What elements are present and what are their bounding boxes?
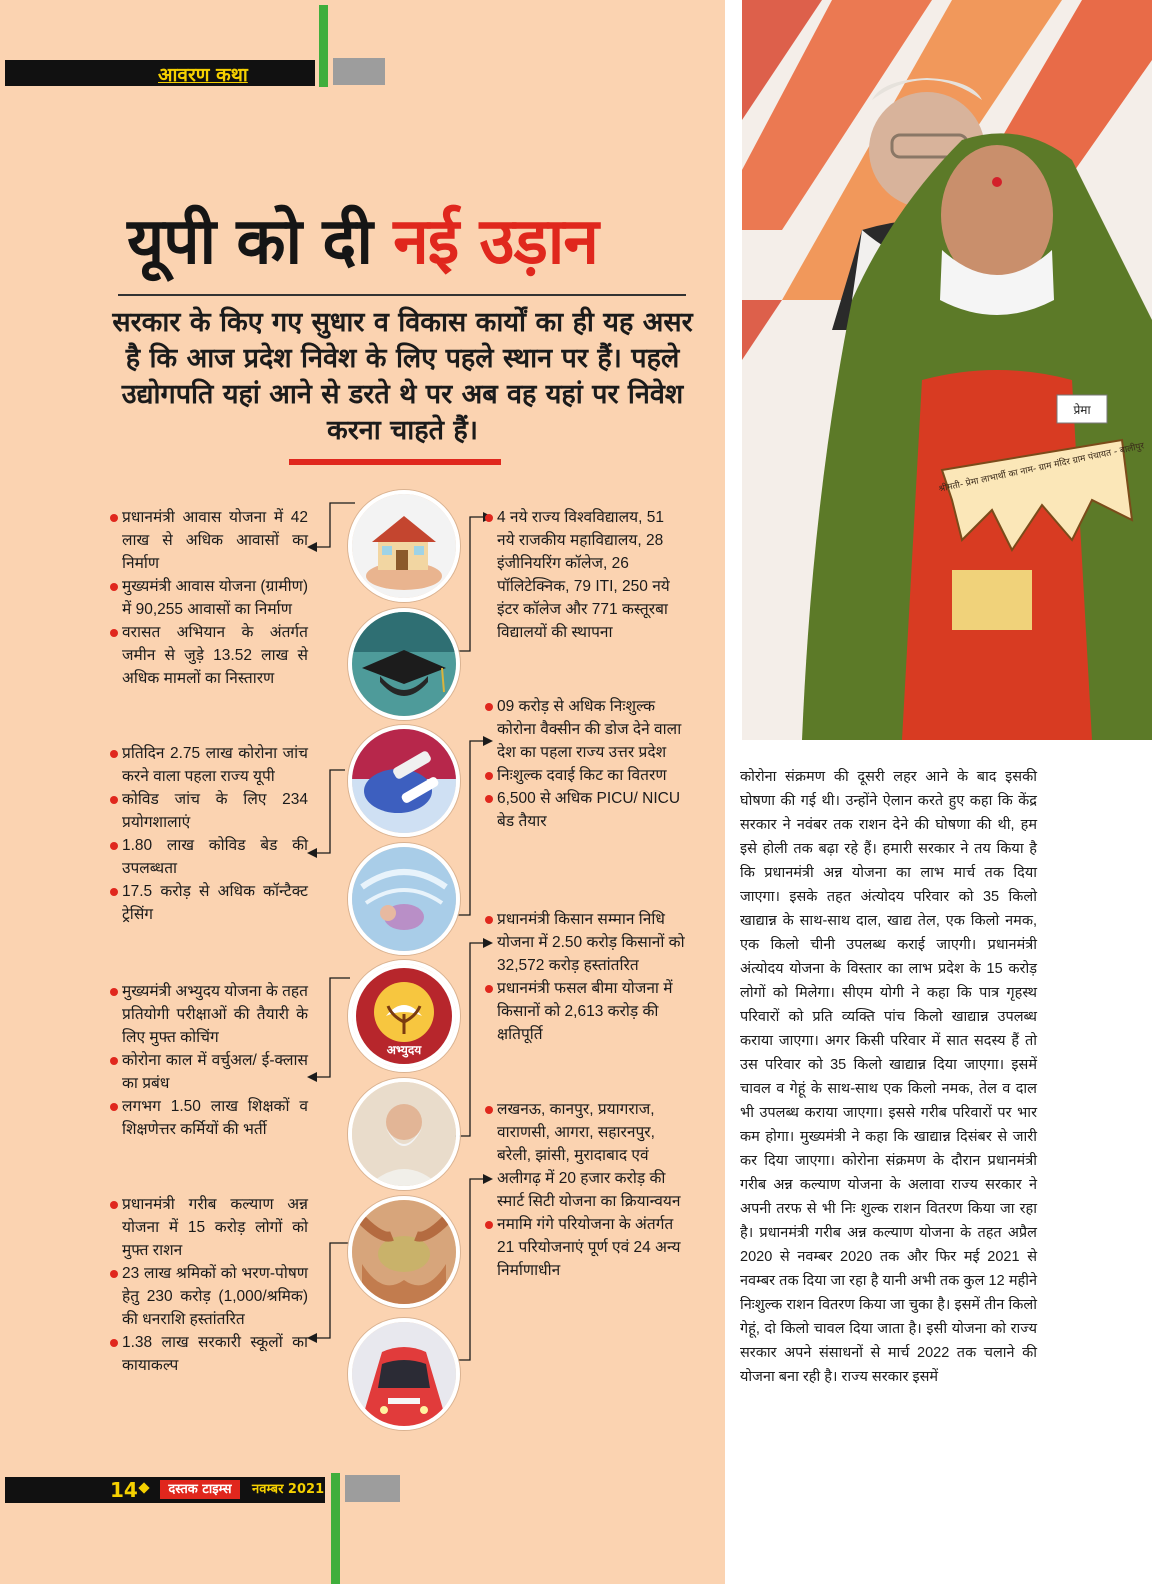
intro-text: सरकार के किए गए सुधार व विकास कार्यों का ही यह असर है कि आज प्रदेश निवेश के लिए पहले स्थान पर हैं। पहले उद्योगपति यहां आने से डरते थे पर अब वह यहां पर निवेश करना चाहते हैं।	[112, 307, 693, 446]
nicu-baby-icon	[348, 843, 460, 955]
photo-card-text: श्रीमती- प्रेमा लाभार्थी का नाम- ग्राम मंदिर ग्राम पंचायत - बालीपुर	[937, 441, 1146, 495]
headline-part2: नई उड़ान	[393, 205, 598, 279]
footer-gray-block	[345, 1475, 400, 1502]
grain-hands-icon	[348, 1196, 460, 1308]
graduation-cap-icon	[348, 608, 460, 720]
list-item: 1.80 लाख कोविड बेड की उपलब्धता	[110, 834, 308, 880]
right-bullets-group-2	[485, 695, 685, 833]
housing-icon	[348, 490, 460, 602]
list-item: प्रधानमंत्री आवास योजना में 42 लाख से अधिक आवासों का निर्माण	[110, 506, 308, 575]
list-item: कोरोना काल में वर्चुअल/ ई-क्लास का प्रबंध	[110, 1049, 308, 1095]
covid-test-icon	[348, 725, 460, 837]
list-item: 23 लाख श्रमिकों को भरण-पोषण हेतु 230 करोड़ (1,000/श्रमिक) की धनराशि हस्तांतरित	[110, 1262, 308, 1331]
list-item: लगभग 1.50 लाख शिक्षकों व शिक्षणेत्तर कर्मियों की भर्ती	[110, 1095, 308, 1141]
list-item: 6,500 से अधिक PICU/ NICU बेड तैयार	[485, 787, 685, 833]
list-item: 17.5 करोड़ से अधिक कॉन्टैक्ट ट्रेसिंग	[110, 880, 308, 926]
headline-part1: यूपी को दी	[127, 205, 394, 279]
metro-train-icon	[348, 1318, 460, 1430]
right-bullets-group-1	[485, 506, 685, 644]
list-item: कोविड जांच के लिए 234 प्रयोगशालाएं	[110, 788, 308, 834]
list-item: 4 नये राज्य विश्वविद्यालय, 51 नये राजकीय महाविद्यालय, 28 इंजीनियरिंग कॉलेज, 26 पॉलिटेक्निक, 79 ITI, 250 नये इंटर कॉलेज और 771 कस्तूरबा विद्यालयों की स्थापना	[485, 506, 685, 644]
list-item: प्रधानमंत्री फसल बीमा योजना में किसानों को 2,613 करोड़ की क्षतिपूर्ति	[485, 977, 685, 1046]
list-item: मुख्यमंत्री अभ्युदय योजना के तहत प्रतियोगी परीक्षाओं की तैयारी के लिए मुफ्त कोचिंग	[110, 980, 308, 1049]
list-item: लखनऊ, कानपुर, प्रयागराज, वाराणसी, आगरा, सहारनपुर, बरेली, झांसी, मुरादाबाद एवं अलीगढ़ में 20 हजार करोड़ की स्मार्ट सिटी योजना का क्रियान्वयन	[485, 1098, 685, 1213]
page-number: 14	[110, 1478, 138, 1502]
right-bullets-group-3	[485, 908, 685, 1046]
list-item: मुख्यमंत्री आवास योजना (ग्रामीण) में 90,255 आवासों का निर्माण	[110, 575, 308, 621]
section-label: आवरण कथा	[158, 64, 248, 86]
left-bullets-group-4	[110, 1193, 308, 1377]
magazine-logo: दस्तक टाइम्स	[160, 1480, 240, 1499]
beneficiary-photo	[742, 0, 1152, 740]
abhyuday-logo-icon	[348, 960, 460, 1072]
list-item: 1.38 लाख सरकारी स्कूलों का कायाकल्प	[110, 1331, 308, 1377]
list-item: 09 करोड़ से अधिक निःशुल्क कोरोना वैक्सीन की डोज देने वाला देश का पहला राज्य उत्तर प्रदेश	[485, 695, 685, 764]
leader-portrait-icon	[348, 1078, 460, 1190]
list-item: प्रधानमंत्री किसान सम्मान निधि योजना में 2.50 करोड़ किसानों को 32,572 करोड़ हस्तांतरित	[485, 908, 685, 977]
left-bullets-group-1	[110, 506, 308, 690]
list-item: प्रधानमंत्री गरीब कल्याण अन्न योजना में 15 करोड़ लोगों को मुफ्त राशन	[110, 1193, 308, 1262]
photo-name-badge: प्रेमा	[1073, 403, 1091, 417]
article-body: कोरोना संक्रमण की दूसरी लहर आने के बाद इसकी घोषणा की गई थी। उन्होंने ऐलान करते हुए कहा कि केंद्र सरकार ने नवंबर तक राशन देने की घोषणा की थी, हम इसे होली तक बढ़ा रहे हैं। हमारी सरकार ने तय किया है कि प्रधानमंत्री अन्न योजना का लाभ मार्च तक दिया जाएगा। इसके तहत अंत्योदय परिवार को 35 किलो खाद्यान्न के साथ-साथ दाल, खाद्य तेल, एक किलो नमक, एक किलो चीनी उपलब्ध कराई जाएगी। प्रधानमंत्री अंत्योदय योजना के विस्तार का लाभ प्रदेश के 15 करोड़ लोगों को मिलेगा। सीएम योगी ने कहा कि पात्र गृहस्थ परिवारों को प्रति व्यक्ति पांच किलो खाद्यान्न उपलब्ध कराया जाएगा। अगर किसी परिवार में सात सदस्य हैं तो उस परिवार को 35 किलो खाद्यान्न दिया जाएगा। इसमें चावल व गेहूं के साथ-साथ एक किलो नमक, तेल व दाल भी उपलब्ध कराया जाएगा। इससे गरीब परिवारों पर भार कम होगा। मुख्यमंत्री ने कहा कि खाद्यान्न दिसंबर से जारी कर दिया जाएगा। कोरोना संक्रमण के दौरान प्रधानमंत्री गरीब अन्न कल्याण योजना के अलावा राज्य सरकार ने अपनी तरफ से भी निः शुल्क राशन वितरण किया जा रहा है। प्रधानमंत्री गरीब अन्न कल्याण योजना के तहत अप्रैल 2020 से नवम्बर 2020 तक और फिर मई 2021 से नवम्बर तक दिया जा रहा है यानी अभी तक कुल 12 महीने निःशुल्क राशन वितरण किया जा चुका है। इसमें तीन किलो गेहूं, दो किलो चावल दिया जाता है। इसी योजना को राज्य सरकार अपने संसाधनों से मार्च 2022 तक चलाने की योजना बना रही है। राज्य सरकार इसमें	[740, 769, 1037, 1385]
footer-green-bar	[331, 1473, 340, 1584]
list-item: निःशुल्क दवाई किट का वितरण	[485, 764, 685, 787]
list-item: प्रतिदिन 2.75 लाख कोरोना जांच करने वाला पहला राज्य यूपी	[110, 742, 308, 788]
right-bullets-group-4	[485, 1098, 685, 1282]
abhyuday-logo-text: अभ्युदय	[386, 1043, 422, 1057]
issue-date: नवम्बर 2021	[252, 1482, 325, 1497]
left-bullets-group-2	[110, 742, 308, 926]
list-item: नमामि गंगे परियोजना के अंतर्गत 21 परियोजनाएं पूर्ण एवं 24 अन्य निर्माणाधीन	[485, 1213, 685, 1282]
list-item: वरासत अभियान के अंतर्गत जमीन से जुड़े 13.52 लाख से अधिक मामलों का निस्तारण	[110, 621, 308, 690]
left-bullets-group-3	[110, 980, 308, 1141]
